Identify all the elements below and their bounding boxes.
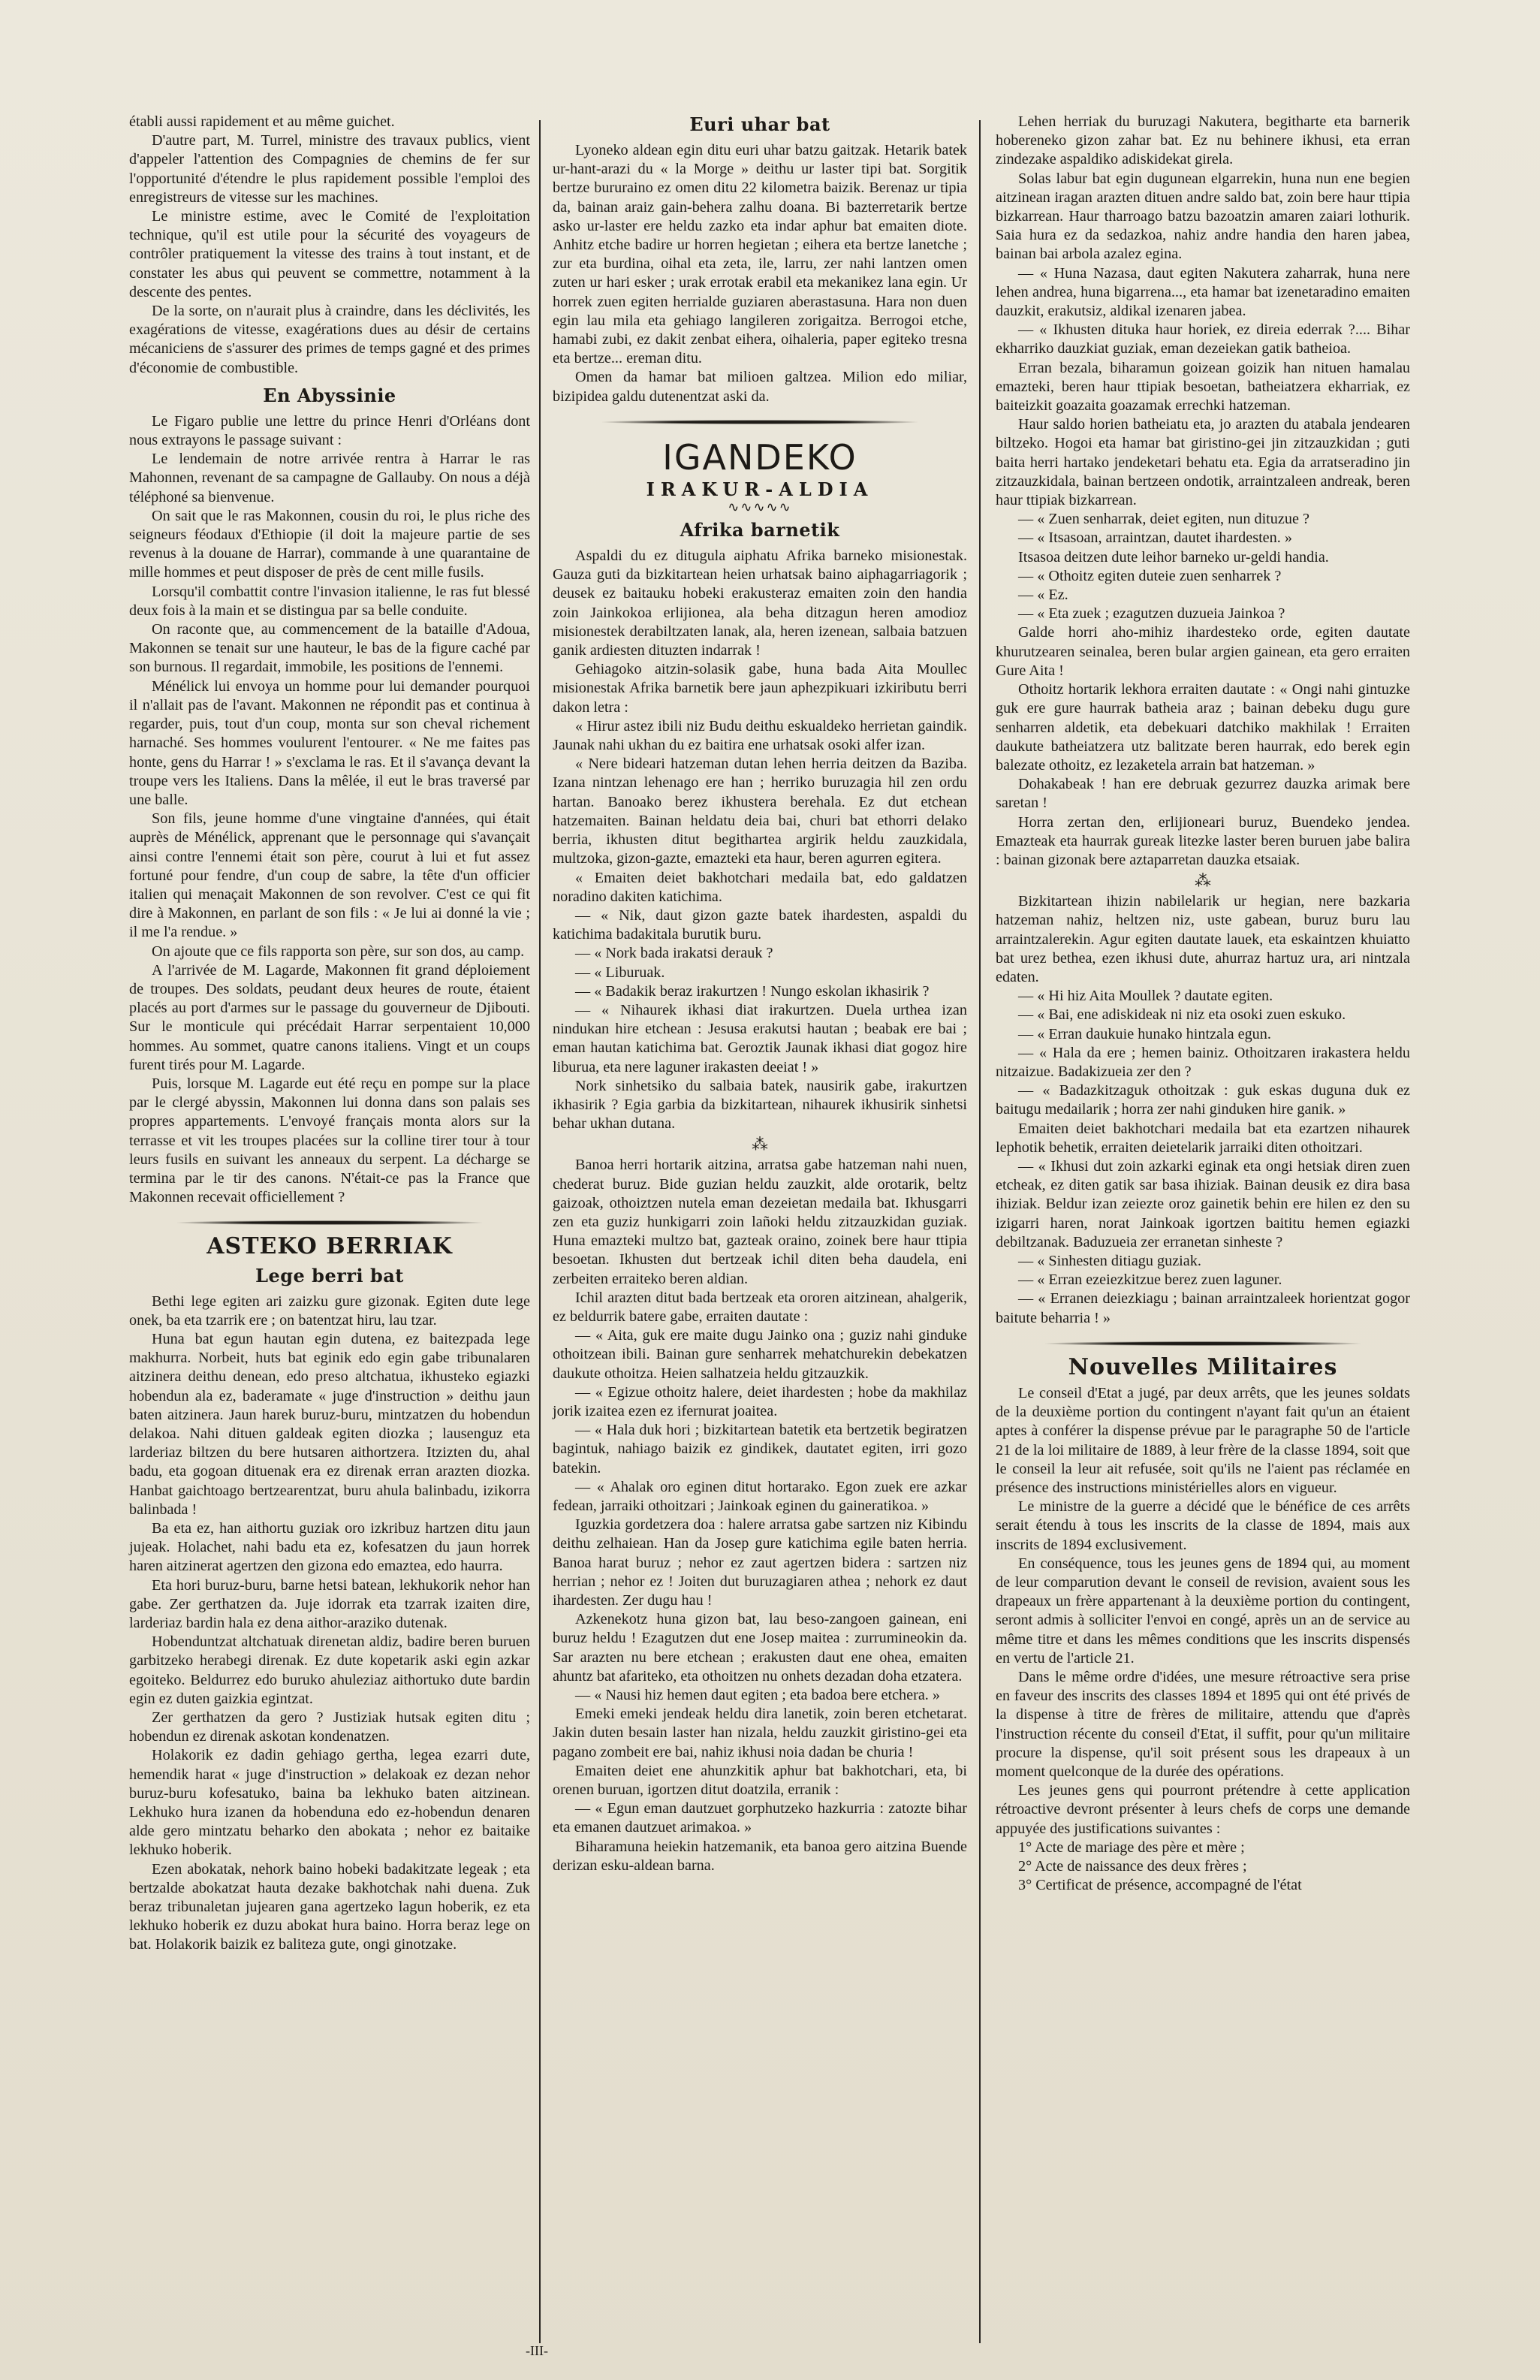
- column-divider: [539, 120, 541, 2343]
- paragraph: Lorsqu'il combattit contre l'invasion italienne, le ras fut blessé deux fois à la main et se distingua par sa belle conduite.: [129, 583, 530, 619]
- paragraph: — « Sinhesten ditiagu guziak.: [1018, 1252, 1201, 1269]
- paragraph: — « Badazkitzaguk othoitzak : guk eskas duguna duk ez baitugu medailarik ; horra zer nahi ginduken hire ganik. »: [996, 1082, 1410, 1118]
- paragraph: En conséquence, tous les jeunes gens de 1894 qui, au moment de leur comparution devant le conseil de revision, avaient sous les drapeaux un frère appartenant à la deuxième portion du contingent, seront admis à solliciter l'envoi en congé, après un an de service au même titre et dans les mêmes conditions que les inscrits dispensés en vertu de l'article 21.: [996, 1555, 1410, 1667]
- paragraph: Banoa herri hortarik aitzina, arratsa gabe hatzeman nahi nuen, chederat buruz. Bide guzian heldu zauzkit, alde orotarik, beltz gaizoak, othoiztzen nutela eman dezeietan medaila bat. Ikhusgarri zen eta guziz hunkigarri zoin lañoki heldu zitzauzkidan guziak. Huna emazteki multzo bat, gazteak oraino, zoinek bere haur ttipia besoetan. Ikhusten dut bertzeak ichil diten beha daudela, eni zerbeiten erraiteko beren aldian.: [553, 1157, 967, 1287]
- section-subtitle-irakur-aldia: IRAKUR-ALDIA: [646, 478, 874, 500]
- paragraph: Emaiten deiet ene ahunzkitik aphur bat bakhotchari, eta, bi orenen buruan, igortzen ditut doatzila, erranik :: [553, 1762, 967, 1799]
- paragraph: Les jeunes gens qui pourront prétendre à cette application rétroactive devront présenter à leurs chefs de corps une demande appuyée des justifications suivantes :: [996, 1782, 1410, 1837]
- paragraph: Lyoneko aldean egin ditu euri uhar batzu gaitzak. Hetarik batek ur-hant-arazi du « la Morge » deithu ur laster tipi bat. Sorgitik bertze bururaino ez omen ditu 22 kilometra baizik. Berenaz ur tipia da, bainan araiz gain-behera zalhu doana. Bi bazterretarik bertze asko ur-laster ere heldu zazko eta indar aphur bat emaiten diote. Anhitz etche badire ur horren hegietan ; eihera eta bertze lanetche ; zur eta burdina, oihal eta zeta, ile, larru, zer nahi lantzen omen zuten ur hari esker ; urak errotak erabil eta mekanikez lana egin. Ur horrek zuen egiten herrialde guziaren aberastasuna. Hara non duen egin lau mila eta gehiago langileren zorigaitza. Berrogoi etche, hamabi zubi, ez dakit zenbat eihera, oihaleria, paper egiteko tresna eta bertze... ereman ditu.: [553, 142, 967, 367]
- nouvelles-article: [996, 1384, 1410, 1895]
- lege-article: [129, 1293, 530, 1955]
- paragraph: — « Nihaurek ikhasi diat irakurtzen. Duela urthea izan nindukan hire etchean : Jesusa erakutsi hautan ; beabak ere bai ; eman hautan katichima bat. Geroztik Jaunak ikhasi diat gogoz hire liburua, eta nere laguner irakasten deeiat ! »: [553, 1001, 967, 1075]
- paragraph: — « Bai, ene adiskideak ni niz eta osoki zuen eskuko.: [1018, 1006, 1346, 1024]
- section-separator: [602, 420, 918, 424]
- paragraph: Aspaldi du ez ditugula aiphatu Afrika barneko misionestak. Gauza guti da bizkitartean heien urhatsak baino aiphagarriagorik ; deusek ez baitauku hobeki erakusteraz emaiten zoin den handia zoin Jainkokoa erlijionea, ala beha ditzagun heren amodioz misionestek derabiltzaten lanak, ala, heren izenean, salbaia batzuen ganik ardiesten dituzten indarrak !: [553, 547, 967, 659]
- paragraph: — « Hala duk hori ; bizkitartean batetik eta bertzetik begiratzen bagintuk, nahiago baizik ez gindikek, dautatet egiten, irri gozo batekin.: [553, 1422, 967, 1477]
- paragraph: — « Egizue othoitz halere, deiet ihardesten ; hobe da makhilaz jorik izaitea ezen ez ifernurat joaitea.: [553, 1383, 967, 1419]
- paragraph: — « Hala da ere ; hemen bainiz. Othoitzaren irakastera heldu nitzaizue. Badakizueia zer den ?: [996, 1044, 1410, 1080]
- paragraph: — « Erranen deiezkiagu ; bainan arraintzaleek horientzat gogor baitute beharria ! »: [996, 1290, 1410, 1326]
- paragraph: Galde horri aho-mihiz ihardesteko orde, egiten dautate khurutzearen seinalea, beren bular argien gainean, eta gero erraiten Gure Aita !: [996, 624, 1410, 679]
- paragraph: — « Nausi hiz hemen daut egiten ; eta badoa bere etchera. »: [575, 1687, 940, 1704]
- paragraph: Puis, lorsque M. Lagarde eut été reçu en pompe sur la place par le clergé abyssin, Makonnen lui donna dans son palais ses propres appartements. L'envoyé français monta alors sur la terrasse et vit les troupes placées sur la colline tirer tour à tour leurs fusils en suivant les anneaux du serpent. La décharge se termina par le tir des canons. N'était-ce pas la France que Makonnen recevait officiellement ?: [129, 1075, 530, 1206]
- banoa-article: [553, 1156, 967, 1875]
- paragraph: — « Liburuak.: [575, 964, 665, 981]
- paragraph: Bizkitartean ihizin nabilelarik ur hegian, nere bazkaria hatzeman nahiz, heltzen niz, uste gabean, buruz buru lau arraintzalerekin. Agur egiten dautate lauek, eta eskaintzen khuiatto bat urez bethea, ezen ikhusi dute, ahurraz hartuz ura, ari nintzala edaten.: [996, 893, 1410, 985]
- paragraph: Ba eta ez, han aithortu guziak oro izkribuz hartzen ditu jaun jujeak. Holachet, nahi badu eta ez, kofesatzen du jaun horrek haren aitzinerat agertzen den gizona edo emaztea, edo haurra.: [129, 1520, 530, 1575]
- paragraph: Le ministre de la guerre a décidé que le bénéfice de ces arrêts serait étendu à tous les inscrits de la classe de 1894, mais aux inscrits de 1894 exclusivement.: [996, 1498, 1410, 1553]
- paragraph: Omen da hamar bat milioen galtzea. Milion edo miliar, bizipidea galdu dutenentzat aski da.: [553, 369, 967, 405]
- paragraph: Gehiagoko aitzin-solasik gabe, huna bada Aita Moullec misionestak Afrika barnetik bere jaun aphezpikuari izkiributu berri dakon letra :: [553, 661, 967, 716]
- paragraph: — « Nik, daut gizon gazte batek ihardesten, aspaldi du katichima badakitala burutik buru.: [553, 906, 967, 943]
- paragraph: Solas labur bat egin dugunean elgarrekin, huna nun ene begien aitzinean iragan arazten dituen andre saldo bat, zoin bere haur ttipia bizkarrean. Haur tharroago batzu bazoatzin amaren zaiari lothurik. Saia hura ez da sedazkoa, nahiz andre handia den haren jabea, bainan bai arbola azalez egina.: [996, 170, 1410, 263]
- ornament-asterism: ⁂: [752, 1135, 768, 1154]
- paragraph: Le ministre estime, avec le Comité de l'exploitation technique, qu'il est utile pour la sécurité des voyageurs de contrôler pratiquement la vitesse des trains à tout instant, et de constater les abus qui peuvent se commettre, notamment à la descente des pentes.: [129, 208, 530, 300]
- paragraph: Dans le même ordre d'idées, une mesure rétroactive sera prise en faveur des inscrits des classes 1894 et 1895 qui ont été privés de la dispense à titre de frères de militaire, attendu que d'après l'instruction récente du conseil d'Etat, il suffit, pour qu'un militaire procure la dispense, qu'il soit présent sous les drapeaux à un moment quelconque de la durée des opérations.: [996, 1669, 1410, 1781]
- paragraph: Le conseil d'Etat a jugé, par deux arrêts, que les jeunes soldats de la deuxième portion du contingent n'ayant fait qu'un an étaient aptes à conférer la dispense prévue par le paragraphe 50 de l'article 21 de la loi militaire de 1889, à leur frère de la classe 1894, soit que le conseil la leur ait refusée, soit qu'ils ne l'aient pas réclamée en présence des instructions ministérielles alors en vigueur.: [996, 1385, 1410, 1497]
- euri-article: [553, 141, 967, 406]
- paragraph: « Emaiten deiet bakhotchari medaila bat, edo galdatzen noradino dakiten katichima.: [553, 869, 967, 905]
- paragraph: — « Zuen senharrak, deiet egiten, nun dituzue ?: [1018, 511, 1309, 528]
- paragraph: — « Huna Nazasa, daut egiten Nakutera zaharrak, huna nere lehen andrea, huna bigarrena..., eta hamar bat izenetaradino emaiten dauzkit, erakutsiz, aldikal izenaren jabea.: [996, 264, 1410, 320]
- paragraph: « Nere bideari hatzeman dutan lehen herria deitzen da Baziba. Izana nintzan lehenago ere han ; herriko buruzagia hil zen ordu hartan. Banoako berez ikhustera berehala. Ez dut etchean hatzemaiten. Bainan heldatu deia bai, churi bat ethorri delako berria, ikhusten ditut begithartea argirik heldu zauzkidala, multzoka, gizon-gazte, emazteki eta haur, beren agurren egitera.: [553, 756, 967, 867]
- paragraph: — « Aita, guk ere maite dugu Jainko ona ; guziz nahi ginduke othoitzean ibili. Bainan gure senharrek mehatchurekin debekatzen daukute othoitza. Heien salhatzeia heldu gitzauzkik.: [553, 1327, 967, 1382]
- paragraph: Son fils, jeune homme d'une vingtaine d'années, qui était auprès de Ménélick, apprenant que le personnage qui s'avançait ainsi contre l'ennemi était son père, courut à lui et fut assez fortuné pour fendre, d'un coup de sabre, la tête d'un officier italien qui menaçait Makonnen de son revolver. C'est ce qui fit dire à Makonnen, en parlant de son fils : « Je lui ai donné la vie ; il me l'a rendue. »: [129, 810, 530, 941]
- paragraph: — « Hi hiz Aita Moullek ? dautate egiten.: [1018, 988, 1273, 1005]
- section-separator: [1045, 1341, 1361, 1346]
- paragraph: Othoitz hortarik lekhora erraiten dautate : « Ongi nahi gintuzke guk ere gure haurrak batheia araz ; bainan debeku dugu gure senharren aldetik, eta debekuari datchiko makhilak ! Erraiten daukute batheiatzera utz balitzate beren haurrak, edo berek egin balezate othoitz, ez lezaketela arrain bat hatzeman. »: [996, 681, 1410, 774]
- paragraph: A l'arrivée de M. Lagarde, Makonnen fit grand déploiement de troupes. Des soldats, peudant deux heures de route, étaient placés au port d'armes sur le passage du gouverneur de Djibouti. Sur le monticule qui précédait Harrar serpentaient 10,000 hommes. Au sommet, quatre canons italiens. Vingt et un coups furent tirés pour M. Lagarde.: [129, 961, 530, 1073]
- column-left: [129, 113, 530, 1955]
- arraintzale-article: [996, 892, 1410, 1328]
- afrika-article: [553, 547, 967, 1133]
- paragraph: — « Ikhusi dut zoin azkarki eginak eta ongi hetsiak diren zuen etcheak, ez diten gatik sar basa ihiziak. Bainan deusik ez dira basa ihiziak. Beldur izan zeiezte oroz gainetik behin ere hilen ez den su izigarri haren, norat Jainkoak igortzen baititu hemen egiazki debiltzanak. Baduzueia zer erranetan sinheste ?: [996, 1157, 1410, 1250]
- buende-article: [996, 113, 1410, 870]
- section-title-igandeko: IGANDEKO: [662, 436, 857, 478]
- paragraph: 3° Certificat de présence, accompagné de l'état: [1018, 1877, 1302, 1894]
- paragraph: établi aussi rapidement et au même guichet.: [129, 113, 395, 130]
- paragraph: — « Itsasoan, arraintzan, dautet ihardesten. »: [1018, 529, 1292, 547]
- paragraph: — « Ez.: [1018, 587, 1068, 604]
- paragraph: — « Ahalak oro eginen ditut hortarako. Egon zuek ere azkar fedean, jarraiki othoitzari ; Jainkoak eginen du gaineratikoa. »: [553, 1478, 967, 1514]
- paragraph: Dohakabeak ! han ere debruak gezurrez dauzka arimak bere saretan !: [996, 776, 1410, 812]
- paragraph: D'autre part, M. Turrel, ministre des travaux publics, vient d'appeler l'attention des Compagnies de chemins de fer sur l'opportunité d'étendre le plus rapidement possible l'emploi des enregistreurs de vitesse sur les machines.: [129, 132, 530, 206]
- paragraph: Huna bat egun hautan egin dutena, ez baitezpada lege makhurra. Norbeit, huts bat eginik edo egin gabe tribunalaren aitzinera deithu denean, edo preso altchatua, ikhusteko egiazki hobendun ala ez, baderamate « juge d'instruction » deithu jaun baten aitzinera. Jaun harek buruz-buru, mintzatzen du hobendun delakoa. Nahi dituen galdeak egiten diozka ; lausenguz eta larderiaz biltzen du bere hutsaren aithortzera. Itzizten du, ahal badu, eta gogoan dituenak era ez direnak erran arazten diozka. Hanbat gaichtoago bertzearentzat, buru ahula balinbadu, izikorra balinbada !: [129, 1330, 530, 1518]
- paragraph: Itsasoa deitzen dute leihor barneko ur-geldi handia.: [1018, 548, 1329, 566]
- column-divider: [979, 120, 981, 2343]
- paragraph: Bethi lege egiten ari zaizku gure gizonak. Egiten dute lege onek, ba eta tzarrik ere ; on batentzat hiru, lau tzar.: [129, 1293, 530, 1329]
- paragraph: Horra zertan den, erlijioneari buruz, Buendeko jendea. Emazteak eta haurrak gureak litezke laster beren buruen jabe balira : bainan gizonak bere aztaparretan dauzka etsaiak.: [996, 813, 1410, 868]
- section-title-nouvelles-militaires: Nouvelles Militaires: [1068, 1353, 1338, 1380]
- paragraph: — « Eta zuek ; ezagutzen duzueia Jainkoa ?: [1018, 605, 1285, 623]
- column-right: [996, 113, 1410, 1895]
- column-middle: [553, 113, 967, 1875]
- paragraph: De la sorte, on n'aurait plus à craindre, dans les déclivités, les exagérations de vitesse, exagérations dues au désir de certains mécaniciens de s'assurer des primes de temps gagné et des primes d'économie de combustible.: [129, 303, 530, 376]
- page-mark: -III-: [526, 2343, 548, 2358]
- paragraph: — « Erran daukuie hunako hintzala egun.: [1018, 1025, 1271, 1042]
- paragraph: — « Othoitz egiten duteie zuen senharrek ?: [1018, 567, 1282, 584]
- paragraph: On sait que le ras Makonnen, cousin du roi, le plus riche des seigneurs féodaux d'Ethiopie (il doit la majeure partie de ses revenus à la douane de Harrar), commande à une quarantaine de mille hommes et peut disposer de près de cent mille fusils.: [129, 507, 530, 581]
- paragraph: — « Egun eman dautzuet gorphutzeko hazkurria : zatozte bihar eta emanen dautzuet arimakoa. »: [553, 1800, 967, 1836]
- paragraph: Ichil arazten ditut bada bertzeak eta ororen aitzinean, ahalgerik, ez beldurrik batere gabe, erraiten dautate :: [553, 1289, 967, 1325]
- section-separator: [177, 1220, 482, 1225]
- paragraph: 1° Acte de mariage des père et mère ;: [1018, 1839, 1245, 1856]
- article-title-euri: Euri uhar bat: [689, 113, 830, 135]
- paragraph: Lehen herriak du buruzagi Nakutera, begitharte eta barnerik hobereneko gizon zahar bat. Ez nu behinere ikhusi, eta erran zindezake aspaldiko adiskidekat girela.: [996, 113, 1410, 168]
- paragraph: — « Erran ezeiezkitzue berez zuen laguner.: [1018, 1271, 1282, 1289]
- paragraph: — « Ikhusten dituka haur horiek, ez direia ederrak ?.... Bihar ekharriko dauzkiat guziak, eman dezeiekan gatik batheioa.: [996, 321, 1410, 357]
- paragraph: Eta hori buruz-buru, barne hetsi batean, lekhukorik nehor han gabe. Zer gerthatzen da. Juje idorrak eta tzarrak izaiten dire, larderiaz bardin hala ez dena aithor-araziko dutenak.: [129, 1576, 530, 1632]
- article-title-afrika: Afrika barnetik: [680, 519, 840, 541]
- article-title-lege: Lege berri bat: [255, 1264, 404, 1287]
- railway-article: [129, 113, 530, 378]
- paragraph: Haur saldo horien batheiatu eta, jo arazten du atabala jendearen biltzeko. Hogoi eta hamar bat giristino-gei jin zitzauzkidan ; guti baita herri hartako jendeketari behatu eta. Egia da arratseradino jin zitzauzkidala, bainan bertzeen ondotik, arraintzaleen andreak, beren haur ttipiak bizkarrean.: [996, 416, 1410, 509]
- paragraph: Holakorik ez dadin gehiago gertha, legea ezarri dute, hemendik harat « juge d'instruction » delakoak ez dezan nehor buruz-buru kofesatuko, baina ba lekhuko baten aitzinean. Lekhuko hura izanen da hobenduna edo ez-hobendun denaren alde gero mintzatu beharko den abokata ; nehor ez baitaike lekhuko hoberik.: [129, 1747, 530, 1859]
- paragraph: On raconte que, au commencement de la bataille d'Adoua, Makonnen se tenait sur une hauteur, le bas de la figure caché par son burnous. Il regardait, immobile, les positions de l'ennemi.: [129, 621, 530, 676]
- paragraph: Ménélick lui envoya un homme pour lui demander pourquoi il n'allait pas de l'avant. Makonnen ne répondit pas et continua à regarder, puis, tout d'un coup, monta sur son cheval richement harnaché. Ses hommes voulurent l'entourer. « Ne me faites pas honte, gens du Harrar ! » s'exclama le ras. Et il s'avança devant la troupe vers les Italiens. Dans la mêlée, il eut le bras traversé par une balle.: [129, 677, 530, 808]
- paragraph: Ezen abokatak, nehork baino hobeki badakitzate legeak ; eta bertzalde abokatzat hauta dezake bakhotchak nahi duena. Zuk beraz tribunaletan jujearen gana agertzeko lagun hoberik, ez eta lekhuko hoberik ez duzu abokat hura baino. Horra beraz lege on bat. Holakorik baizik ez baliteza gute, ongi ginotzake.: [129, 1860, 530, 1953]
- paragraph: Le Figaro publie une lettre du prince Henri d'Orléans dont nous extrayons le passage suivant :: [129, 412, 530, 449]
- paragraph: Le lendemain de notre arrivée rentra à Harrar le ras Mahonnen, revenant de sa campagne de Gallauby. On nous a déjà téléphoné sa bienvenue.: [129, 451, 530, 505]
- paragraph: Emeki emeki jendeak heldu dira lanetik, zoin beren etchetarat. Jakin duten besain laster han nizala, heldu zauzkit giristino-gei eta pagano zombeit ere bai, nahiz ikhusi noia dadan be churia !: [553, 1706, 967, 1760]
- paragraph: Azkenekotz huna gizon bat, lau beso-zangoen gainean, eni buruz heldu ! Ezagutzen dut ene Josep maitea : zurrumineokin da. Sar arazten nu bere etchean ; erakusten daut ene ohea, emaiten ahuntz bat afariteko, eta othoitzen nu onhets dezadan doha etzatera.: [553, 1611, 967, 1685]
- section-title-asteko-berriak: ASTEKO BERRIAK: [206, 1233, 453, 1260]
- paragraph: Erran bezala, biharamun goizean goizik han nituen hamalau emazteki, beren haur ttipiak besoetan, batheiatzera ekharriak, ez baiteizkit goazaita goazamak errechki hatzeman.: [996, 359, 1410, 415]
- paragraph: On ajoute que ce fils rapporta son père, sur son dos, au camp.: [152, 943, 525, 960]
- ornament-asterism: ⁂: [1195, 871, 1211, 891]
- paragraph: 2° Acte de naissance des deux frères ;: [1018, 1858, 1247, 1875]
- paragraph: — « Nork bada irakatsi derauk ?: [575, 945, 773, 962]
- paragraph: Hobenduntzat altchatuak direnetan aldiz, badire beren buruen garbitzeko herabegi direnak. Ez dute kopetarik aski egin azkar egoiteko. Beldurrez edo buruko ahuleziaz aithortuko dute bardin egin ez duten gaizkia egintzat.: [129, 1633, 530, 1707]
- paragraph: — « Badakik beraz irakurtzen ! Nungo eskolan ikhasirik ?: [575, 982, 930, 1000]
- paragraph: Nork sinhetsiko du salbaia batek, nausirik gabe, irakurtzen ikhasirik ? Egia garbia da bizkitartean, nihaurek ikhusirik sinhetsi behar ukhan dutana.: [553, 1077, 967, 1133]
- abyssinie-article: [129, 412, 530, 1208]
- article-title-abyssinie: En Abyssinie: [263, 384, 396, 406]
- paragraph: Iguzkia gordetzera doa : halere arratsa gabe sartzen niz Kibindu deithu zelhaiean. Han da Josep gure katichima egile baten herria. Banoa harat buruz ; nehor ez zaut agertzen bidera : sartzen niz herrian ; nehor ez ! Joiten dut buruzagiaren athea ; nehork ez daut ihardesten. Zer dugu hau !: [553, 1516, 967, 1609]
- paragraph: Biharamuna heiekin hatzemanik, eta banoa gero aitzina Buende derizan esku-aldean barna.: [553, 1838, 967, 1874]
- paragraph: Zer gerthatzen da gero ? Justiziak hutsak egiten ditu ; hobendun ez direnak askotan kondenatzen.: [129, 1709, 530, 1745]
- paragraph: Emaiten deiet bakhotchari medaila bat eta ezartzen nihaurek lephotik behetik, erraiten deietelarik jarraiki diten othoitzari.: [996, 1120, 1410, 1156]
- paragraph: « Hirur astez ibili niz Budu deithu eskualdeko herrietan gaindik. Jaunak nahi ukhan du ez baitira ene urhatsak osoki alfer izan.: [553, 717, 967, 754]
- ornament-wave: ∿∿∿∿∿: [728, 499, 792, 515]
